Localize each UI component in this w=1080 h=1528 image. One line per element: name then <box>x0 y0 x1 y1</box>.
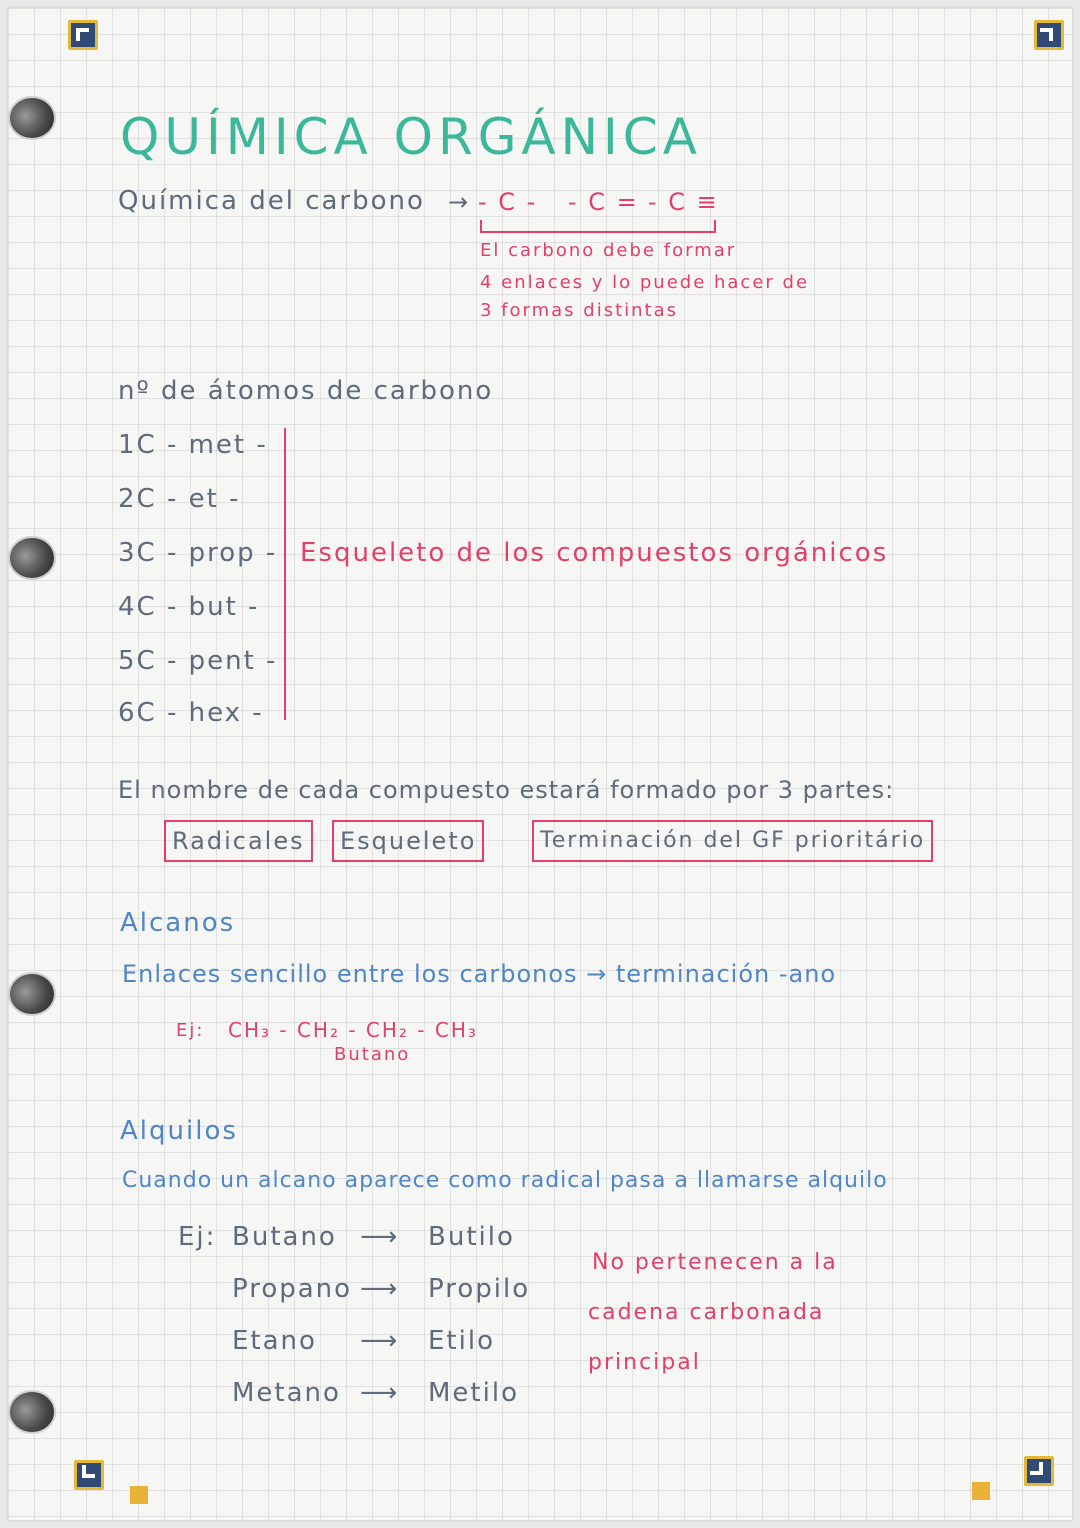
corner-marker-icon <box>68 20 98 50</box>
binder-ring-icon <box>8 96 56 140</box>
alquilos-heading: Alquilos <box>120 1116 238 1146</box>
intro-note-line: 3 formas distintas <box>480 300 679 321</box>
intro-label: Química del carbono <box>118 186 425 216</box>
intro-arrow-icon: → <box>448 188 471 216</box>
corner-marker-icon <box>1024 1456 1054 1486</box>
alcanos-line: Enlaces sencillo entre los carbonos → terminación -ano <box>122 960 837 988</box>
atom-row: 5C - pent - <box>118 646 278 676</box>
intro-note-line: 4 enlaces y lo puede hacer de <box>480 272 810 293</box>
corner-square-icon <box>130 1486 148 1504</box>
corner-marker-icon <box>74 1460 104 1490</box>
page-title: QUÍMICA ORGÁNICA <box>120 108 702 166</box>
alquilos-example-label: Ej: <box>178 1222 217 1252</box>
bond-single: - C - <box>478 188 538 216</box>
alquilo-arrow-icon: ⟶ <box>360 1326 400 1356</box>
alquilo-from: Metano <box>232 1378 341 1408</box>
alcanos-heading: Alcanos <box>120 908 236 938</box>
atoms-divider <box>284 428 286 720</box>
alquilo-to: Etilo <box>428 1326 495 1356</box>
atom-row: 6C - hex - <box>118 698 264 728</box>
alquilos-side-note-line: cadena carbonada <box>588 1300 825 1325</box>
corner-square-icon <box>972 1482 990 1500</box>
corner-marker-icon <box>1034 20 1064 50</box>
alquilos-side-note-line: No pertenecen a la <box>592 1250 838 1275</box>
atom-row: 3C - prop - <box>118 538 278 568</box>
alquilo-from: Butano <box>232 1222 337 1252</box>
bracket-icon <box>478 218 718 238</box>
alquilos-line: Cuando un alcano aparece como radical pasa a llamarse alquilo <box>122 1168 888 1193</box>
atom-row: 4C - but - <box>118 592 260 622</box>
alquilo-from: Etano <box>232 1326 317 1356</box>
alcanos-example-name: Butano <box>334 1044 411 1065</box>
binder-ring-icon <box>8 1390 56 1434</box>
alquilos-side-note-line: principal <box>588 1350 701 1375</box>
atoms-side-note: Esqueleto de los compuestos orgánicos <box>300 538 889 568</box>
bond-double: - C = <box>568 188 639 216</box>
atoms-heading: nº de átomos de carbono <box>118 376 494 406</box>
bond-triple: - C ≡ <box>648 188 719 216</box>
alcanos-example-formula: CH₃ - CH₂ - CH₂ - CH₃ <box>228 1018 478 1042</box>
alquilo-to: Butilo <box>428 1222 515 1252</box>
box-esqueleto: Esqueleto <box>332 820 484 862</box>
binder-ring-icon <box>8 972 56 1016</box>
name-parts-sentence: El nombre de cada compuesto estará formado por 3 partes: <box>118 776 895 804</box>
intro-note-line: El carbono debe formar <box>480 240 737 261</box>
atom-row: 1C - met - <box>118 430 268 460</box>
alquilo-to: Metilo <box>428 1378 519 1408</box>
atom-row: 2C - et - <box>118 484 241 514</box>
alcanos-example-label: Ej: <box>176 1020 205 1041</box>
alquilo-arrow-icon: ⟶ <box>360 1274 400 1304</box>
binder-ring-icon <box>8 536 56 580</box>
notebook-page <box>8 8 1072 1520</box>
alquilo-arrow-icon: ⟶ <box>360 1378 400 1408</box>
alquilo-arrow-icon: ⟶ <box>360 1222 400 1252</box>
box-radicales: Radicales <box>164 820 313 862</box>
box-terminacion: Terminación del GF prioritário <box>532 820 933 862</box>
alquilo-from: Propano <box>232 1274 353 1304</box>
alquilo-to: Propilo <box>428 1274 531 1304</box>
